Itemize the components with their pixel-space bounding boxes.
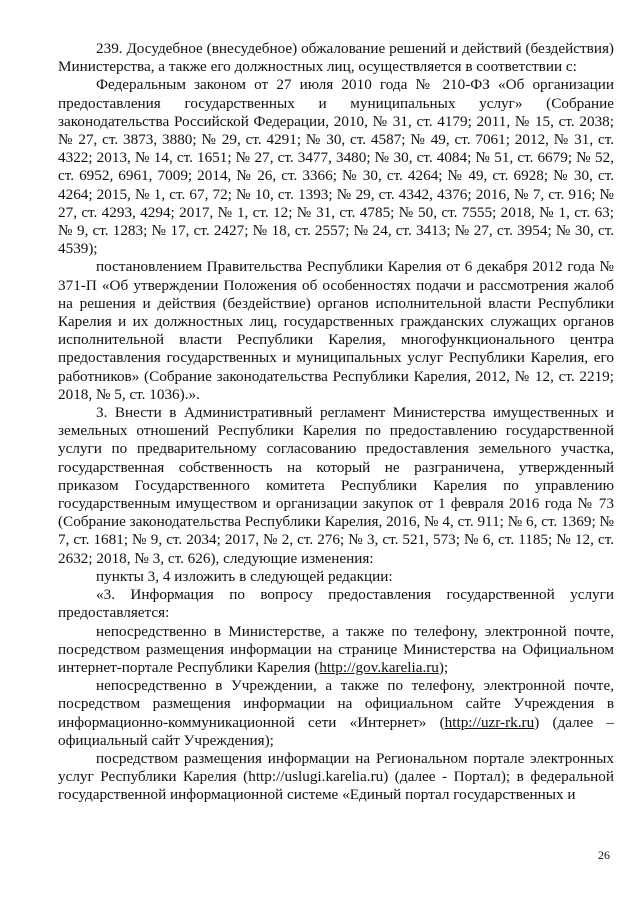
paragraph-ministry-info [58, 623, 614, 678]
document-body [58, 40, 614, 805]
paragraph-item-3: 3. Внести в Административный регламент Министерства имущественных и земельных отношений Республики Карелия по предоставлению государственной услуги по предварительному согласованию предоставления земельного участка, государственная собственность на который не разграничена, утвержденный приказом Государственного комитета Республики Карелия по управлению государственным имуществом и организации закупок от 1 февраля 2016 года № 73 (Собрание законодательства Республики Карелия, 2016, № 4, ст. 911; № 6, ст. 1369; № 7, ст. 1681; № 9, ст. 2034; 2017, № 2, ст. 276; № 3, ст. 521, 573; № 6, ст. 1185; № 12, ст. 2632; 2018, № 3, ст. 626), следующие изменения: [58, 404, 614, 567]
institution-info-tail: ) (далее – официальный сайт Учреждения); [58, 713, 614, 749]
page-number: 26 [598, 848, 610, 862]
paragraph-portal-info: посредством размещения информации на Региональном портале электронных услуг Республики Карелия (http://uslugi.karelia.ru) (далее - Портал); в федеральной государственной информационной системе «Единый портал государственных и [58, 749, 614, 804]
uzr-rk-link[interactable]: http://uzr-rk.ru [444, 713, 535, 731]
paragraph-government-resolution: постановлением Правительства Республики Карелия от 6 декабря 2012 года № 371-П «Об утверждении Положения об особенностях подачи и рассмотрения жалоб на решения и действия (бездействие) органов исполнительной власти Республики Карелия и их должностных лиц, государственных гражданских служащих органов исполнительной власти Республики Карелия, многофункционального центра предоставления государственных и муниципальных услуг Республики Карелия, его работников» (Собрание законодательства Республики Карелия, 2012, № 12, ст. 2219; 2018, № 5, ст. 1036).». [58, 258, 614, 403]
paragraph-info-provision: «3. Информация по вопросу предоставления государственной услуги предоставляется: [58, 586, 614, 622]
paragraph-items-3-4: пункты 3, 4 изложить в следующей редакции: [96, 567, 393, 585]
ministry-info-text: непосредственно в Министерстве, а также по телефону, электронной почте, посредством размещения информации на странице Министерства на Официальном интернет-портале Республики Карелия ( [58, 622, 614, 676]
ministry-info-tail: ); [438, 658, 449, 676]
institution-info-text: непосредственно в Учреждении, а также по телефону, электронной почте, посредством размещения информации на официальном сайте Учреждения в информационно-коммуникационной сети «Интернет» ( [58, 677, 614, 731]
paragraph-federal-law: Федеральным законом от 27 июля 2010 года № 210-ФЗ «Об организации предоставления государственных и муниципальных услуг» (Собрание законодательства Российской Федерации, 2010, № 31, ст. 4179; 2011, № 15, ст. 2038; № 27, ст. 3873, 3880; № 29, ст. 4291; № 30, ст. 4587; № 49, ст. 7061; 2012, № 31, ст. 4322; 2013, № 14, ст. 1651; № 27, ст. 3477, 3480; № 30, ст. 4084; № 51, ст. 6679; № 52, ст. 6952, 6961, 7009; 2014, № 26, ст. 3366; № 30, ст. 4264; № 49, ст. 6928; № 30, ст. 4264; 2015, № 1, ст. 67, 72; № 10, ст. 1393; № 29, ст. 4342, 4376; 2016, № 7, ст. 916; № 27, ст. 4293, 4294; 2017, № 1, ст. 12; № 31, ст. 4785; № 50, ст. 7555; 2018, № 1, ст. 63; № 9, ст. 1283; № 17, ст. 2427; № 18, ст. 2557; № 24, ст. 3413; № 27, ст. 3954; № 30, ст. 4539); [58, 76, 614, 258]
paragraph-239: 239. Досудебное (внесудебное) обжалование решений и действий (бездействия) Министерства, а также его должностных лиц, осуществляется в соответствии с: [58, 40, 614, 76]
paragraph-institution-info [58, 677, 614, 750]
gov-karelia-link[interactable]: http://gov.karelia.ru [319, 658, 439, 676]
